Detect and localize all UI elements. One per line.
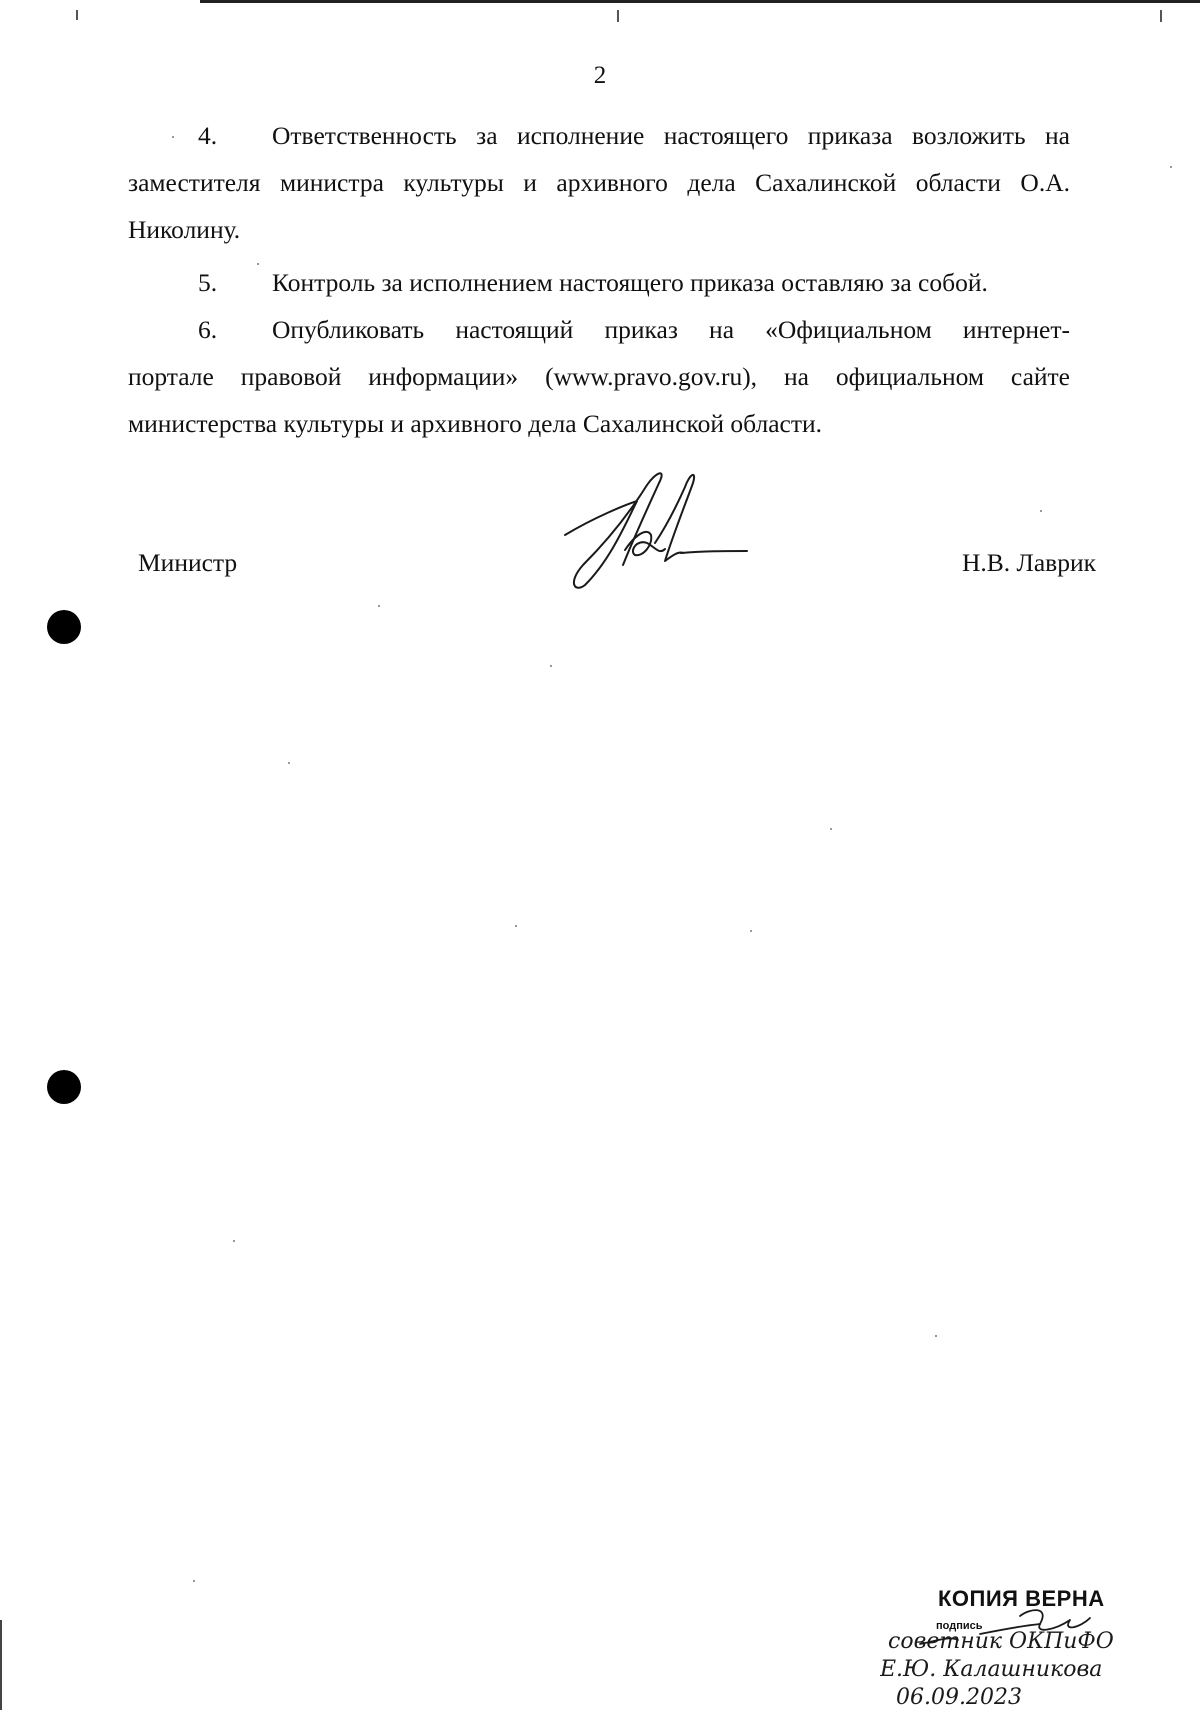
scan-edge-mark <box>76 10 78 20</box>
handwritten-signature <box>555 465 755 595</box>
signatory-title: Министр <box>138 548 238 577</box>
paragraph-first-line: Ответственность за исполнение настоящего приказа возложить на <box>272 121 1070 150</box>
scan-left-edge <box>0 1620 2 1710</box>
item-number: 4. <box>198 121 218 150</box>
scan-speck <box>172 136 174 138</box>
scan-speck <box>935 1335 937 1337</box>
handwritten-line-1: советник ОКПиФО <box>888 1629 1114 1654</box>
paragraph-5 <box>128 259 1070 306</box>
stamp-signature-label: подпись <box>936 1620 983 1632</box>
signatory-name: Н.В. Лаврик <box>962 548 1096 577</box>
item-number: 5. <box>198 268 218 297</box>
scan-speck <box>750 930 752 932</box>
punch-hole <box>47 1070 81 1104</box>
paragraph-6 <box>128 306 1070 447</box>
paragraph-continuation: заместителя министра культуры и архивного дела Сахалинской области О.А. Николину. <box>128 168 1070 244</box>
paragraph-first-line: Контроль за исполнением настоящего приказа оставляю за собой. <box>272 268 988 297</box>
scan-edge-mark <box>1160 10 1162 22</box>
copy-certification-stamp <box>880 1586 1180 1710</box>
paragraph-4 <box>128 112 1070 253</box>
scan-speck <box>193 1580 195 1582</box>
handwritten-line-2: Е.Ю. Калашникова <box>880 1657 1103 1682</box>
scan-speck <box>830 828 832 830</box>
scan-speck <box>257 263 259 265</box>
scan-top-edge <box>200 0 1200 3</box>
scan-speck <box>378 605 380 607</box>
punch-hole <box>47 610 81 644</box>
page-number: 2 <box>593 62 607 89</box>
handwritten-line-3: 06.09.2023 <box>896 1685 1022 1710</box>
stamp-title: КОПИЯ ВЕРНА <box>938 1586 1105 1611</box>
scan-edge-mark <box>617 10 619 22</box>
scan-speck <box>515 925 517 927</box>
scan-speck <box>288 762 290 764</box>
handwritten-certification <box>880 1606 1180 1710</box>
scan-speck <box>550 665 552 667</box>
scan-speck <box>233 1240 235 1242</box>
scan-speck <box>1170 166 1172 168</box>
item-number: 6. <box>198 315 218 344</box>
scan-speck <box>1040 510 1042 512</box>
paragraph-first-line: Опубликовать настоящий приказ на «Официальном интернет- <box>272 315 1070 344</box>
paragraph-continuation: портале правовой информации» (www.pravo.gov.ru), на официальном сайте министерства культуры и архивного дела Сахалинской области. <box>128 362 1070 438</box>
